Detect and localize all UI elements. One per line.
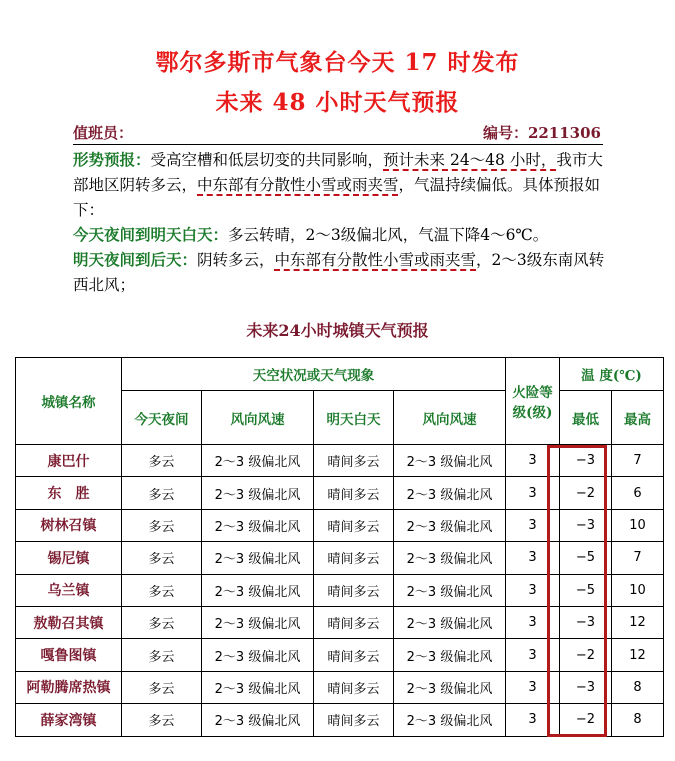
cell-tonight: 多云	[122, 477, 202, 509]
cell-wind1: 2～3 级偏北风	[202, 574, 314, 606]
header-temperature: 温 度(℃)	[560, 358, 664, 391]
cell-city: 康巴什	[16, 445, 122, 477]
report-number: 编号：2211306	[482, 124, 601, 142]
cell-tonight: 多云	[122, 639, 202, 671]
table-row	[16, 671, 664, 703]
tonight-label: 今天夜间到明天白天：	[73, 225, 229, 244]
report-title-line1: 鄂尔多斯市气象台今天 17 时发布	[155, 49, 520, 76]
cell-min: −5	[560, 574, 612, 606]
cell-tomorrow: 晴间多云	[314, 509, 394, 541]
cell-wind1: 2～3 级偏北风	[202, 542, 314, 574]
cell-fire: 3	[506, 542, 560, 574]
table-row	[16, 704, 664, 736]
city-forecast-table	[15, 357, 664, 737]
cell-tomorrow: 晴间多云	[314, 639, 394, 671]
duty-line	[73, 122, 603, 145]
cell-wind1: 2～3 级偏北风	[202, 509, 314, 541]
cell-fire: 3	[506, 509, 560, 541]
cell-wind2: 2～3 级偏北风	[394, 671, 506, 703]
cell-fire: 3	[506, 445, 560, 477]
cell-tonight: 多云	[122, 574, 202, 606]
table-row	[16, 445, 664, 477]
cell-wind1: 2～3 级偏北风	[202, 606, 314, 638]
situation-text-a: 受高空槽和低层切变的共同影响，	[150, 151, 384, 169]
cell-wind1: 2～3 级偏北风	[202, 671, 314, 703]
tomorrow-text-c: ，2～3级东南风转西北风；	[73, 251, 605, 294]
cell-tomorrow: 晴间多云	[314, 542, 394, 574]
cell-max: 7	[612, 445, 664, 477]
header-max-temp: 最高	[612, 391, 664, 445]
cell-wind1: 2～3 级偏北风	[202, 704, 314, 736]
tonight-forecast	[73, 222, 618, 248]
cell-tomorrow: 晴间多云	[314, 671, 394, 703]
cell-city: 东 胜	[16, 477, 122, 509]
header-sky: 天空状况或天气现象	[122, 358, 506, 391]
cell-max: 8	[612, 671, 664, 703]
cell-wind1: 2～3 级偏北风	[202, 477, 314, 509]
header-fire-level: 火险等级(级)	[506, 358, 560, 445]
header-wind-tonight: 风向风速	[202, 391, 314, 445]
cell-wind2: 2～3 级偏北风	[394, 542, 506, 574]
table-row	[16, 606, 664, 638]
cell-wind2: 2～3 级偏北风	[394, 639, 506, 671]
cell-min: −5	[560, 542, 612, 574]
header-city: 城镇名称	[16, 358, 122, 445]
cell-wind2: 2～3 级偏北风	[394, 509, 506, 541]
tomorrow-text-a: 阴转多云，	[197, 251, 275, 269]
header-tonight: 今天夜间	[122, 391, 202, 445]
table-row	[16, 477, 664, 509]
cell-city: 薛家湾镇	[16, 704, 122, 736]
situation-label: 形势预报：	[73, 150, 151, 169]
table-row	[16, 509, 664, 541]
cell-city: 阿勒腾席热镇	[16, 671, 122, 703]
cell-tonight: 多云	[122, 606, 202, 638]
header-wind-tomorrow: 风向风速	[394, 391, 506, 445]
tomorrow-forecast	[73, 247, 618, 298]
cell-wind2: 2～3 级偏北风	[394, 704, 506, 736]
cell-max: 8	[612, 704, 664, 736]
situation-text-c: 我市大部地区阴转多云，	[73, 151, 603, 194]
cell-city: 树林召镇	[16, 509, 122, 541]
cell-max: 10	[612, 574, 664, 606]
city-forecast-title: 未来24小时城镇天气预报	[246, 321, 429, 340]
table-row	[16, 542, 664, 574]
cell-tonight: 多云	[122, 542, 202, 574]
table-row	[16, 639, 664, 671]
duty-officer-label: 值班员：	[73, 124, 134, 142]
cell-tomorrow: 晴间多云	[314, 574, 394, 606]
situation-text-e: ，气温持续偏低。具体预报如下：	[73, 176, 601, 219]
tonight-text: 多云转晴，2～3级偏北风，气温下降4～6℃。	[228, 226, 549, 244]
cell-min: −3	[560, 509, 612, 541]
cell-city: 敖勒召其镇	[16, 606, 122, 638]
cell-wind2: 2～3 级偏北风	[394, 574, 506, 606]
cell-tomorrow: 晴间多云	[314, 445, 394, 477]
situation-text-d: 中东部有分散性小雪或雨夹雪	[197, 176, 399, 194]
cell-fire: 3	[506, 704, 560, 736]
cell-fire: 3	[506, 606, 560, 638]
cell-fire: 3	[506, 671, 560, 703]
cell-fire: 3	[506, 574, 560, 606]
cell-min: −2	[560, 639, 612, 671]
cell-tomorrow: 晴间多云	[314, 704, 394, 736]
cell-wind1: 2～3 级偏北风	[202, 639, 314, 671]
header-min-temp: 最低	[560, 391, 612, 445]
cell-tomorrow: 晴间多云	[314, 477, 394, 509]
cell-max: 12	[612, 639, 664, 671]
table-row	[16, 574, 664, 606]
cell-wind2: 2～3 级偏北风	[394, 477, 506, 509]
cell-min: −3	[560, 445, 612, 477]
cell-max: 7	[612, 542, 664, 574]
tomorrow-label: 明天夜间到后天：	[73, 250, 198, 269]
situation-forecast	[73, 147, 618, 223]
cell-tonight: 多云	[122, 671, 202, 703]
cell-city: 嘎鲁图镇	[16, 639, 122, 671]
cell-wind2: 2～3 级偏北风	[394, 445, 506, 477]
cell-wind1: 2～3 级偏北风	[202, 445, 314, 477]
cell-min: −2	[560, 704, 612, 736]
cell-tonight: 多云	[122, 704, 202, 736]
situation-text-b: 预计未来 24～48 小时，	[383, 151, 557, 169]
cell-min: −2	[560, 477, 612, 509]
cell-tonight: 多云	[122, 509, 202, 541]
cell-wind2: 2～3 级偏北风	[394, 606, 506, 638]
cell-max: 6	[612, 477, 664, 509]
tomorrow-text-b: 中东部有分散性小雪或雨夹雪	[274, 251, 477, 269]
cell-city: 乌兰镇	[16, 574, 122, 606]
cell-fire: 3	[506, 477, 560, 509]
cell-min: −3	[560, 671, 612, 703]
cell-tonight: 多云	[122, 445, 202, 477]
header-tomorrow: 明天白天	[314, 391, 394, 445]
report-title-line2: 未来 48 小时天气预报	[215, 89, 460, 116]
cell-tomorrow: 晴间多云	[314, 606, 394, 638]
cell-max: 10	[612, 509, 664, 541]
cell-max: 12	[612, 606, 664, 638]
cell-city: 锡尼镇	[16, 542, 122, 574]
cell-fire: 3	[506, 639, 560, 671]
cell-min: −3	[560, 606, 612, 638]
